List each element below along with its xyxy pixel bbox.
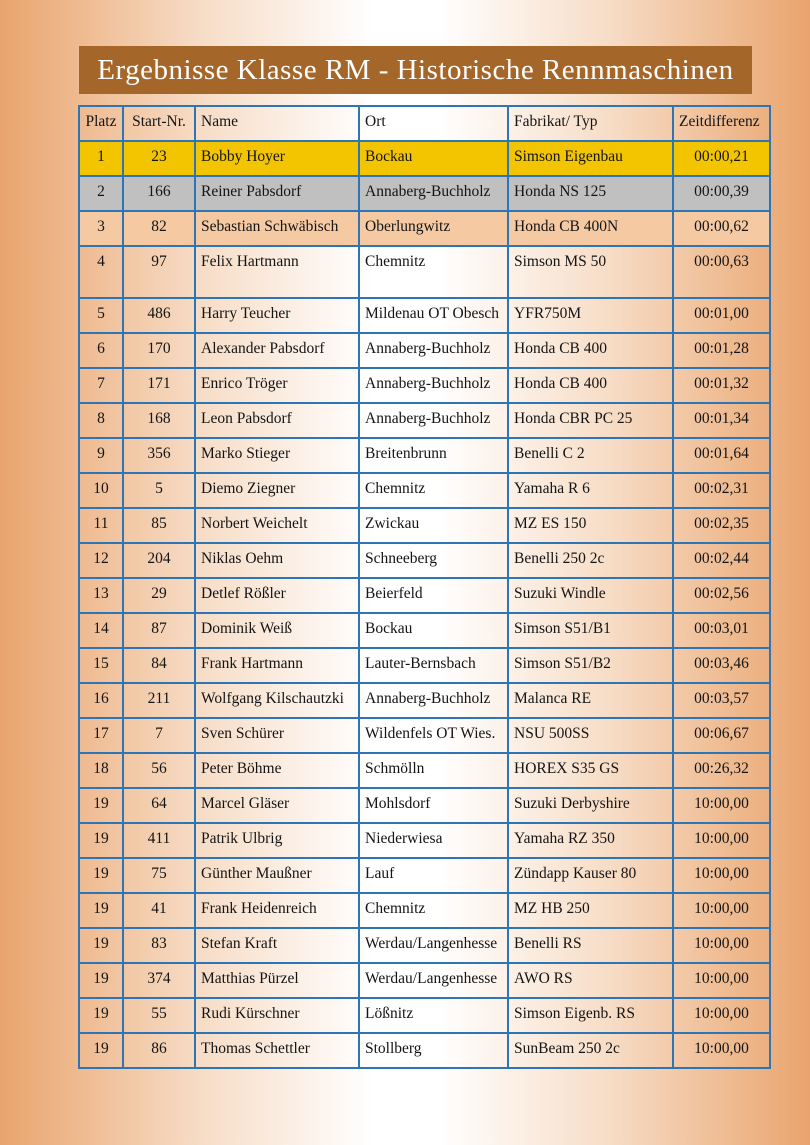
column-header-platz: Platz — [79, 106, 123, 141]
cell-platz: 11 — [79, 508, 123, 543]
cell-platz: 14 — [79, 613, 123, 648]
column-header-ort: Ort — [359, 106, 508, 141]
cell-platz: 17 — [79, 718, 123, 753]
cell-fabrikat: HOREX S35 GS — [508, 753, 673, 788]
cell-ort: Lößnitz — [359, 998, 508, 1033]
table-header-row — [79, 106, 770, 141]
cell-fabrikat: MZ ES 150 — [508, 508, 673, 543]
column-header-fabrikat-typ: Fabrikat/ Typ — [508, 106, 673, 141]
cell-ort: Bockau — [359, 613, 508, 648]
table-row — [79, 648, 770, 683]
cell-platz: 13 — [79, 578, 123, 613]
cell-platz: 5 — [79, 298, 123, 333]
cell-name: Sven Schürer — [195, 718, 359, 753]
table-row — [79, 858, 770, 893]
cell-nr: 411 — [123, 823, 195, 858]
table-row — [79, 788, 770, 823]
cell-platz: 19 — [79, 998, 123, 1033]
page-title: Ergebnisse Klasse RM - Historische Rennmaschinen — [97, 53, 734, 86]
cell-nr: 204 — [123, 543, 195, 578]
cell-nr: 5 — [123, 473, 195, 508]
cell-fabrikat: Benelli 250 2c — [508, 543, 673, 578]
cell-nr: 356 — [123, 438, 195, 473]
cell-nr: 166 — [123, 176, 195, 211]
cell-zeit: 10:00,00 — [673, 928, 770, 963]
cell-platz: 6 — [79, 333, 123, 368]
cell-fabrikat: Honda NS 125 — [508, 176, 673, 211]
cell-name: Marko Stieger — [195, 438, 359, 473]
cell-name: Reiner Pabsdorf — [195, 176, 359, 211]
cell-nr: 64 — [123, 788, 195, 823]
cell-name: Enrico Tröger — [195, 368, 359, 403]
cell-nr: 7 — [123, 718, 195, 753]
cell-name: Stefan Kraft — [195, 928, 359, 963]
cell-zeit: 00:00,39 — [673, 176, 770, 211]
cell-fabrikat: Simson Eigenbau — [508, 141, 673, 176]
cell-ort: Werdau/Langenhesse — [359, 963, 508, 998]
cell-fabrikat: SunBeam 250 2c — [508, 1033, 673, 1068]
cell-ort: Zwickau — [359, 508, 508, 543]
table-row — [79, 211, 770, 246]
cell-nr: 211 — [123, 683, 195, 718]
cell-zeit: 00:01,28 — [673, 333, 770, 368]
cell-name: Harry Teucher — [195, 298, 359, 333]
cell-fabrikat: Suzuki Derbyshire — [508, 788, 673, 823]
cell-name: Detlef Rößler — [195, 578, 359, 613]
cell-zeit: 00:01,64 — [673, 438, 770, 473]
table-row — [79, 1033, 770, 1068]
cell-ort: Beierfeld — [359, 578, 508, 613]
table-row — [79, 246, 770, 298]
cell-nr: 41 — [123, 893, 195, 928]
cell-zeit: 00:02,31 — [673, 473, 770, 508]
cell-fabrikat: Simson MS 50 — [508, 246, 673, 298]
cell-platz: 16 — [79, 683, 123, 718]
cell-nr: 29 — [123, 578, 195, 613]
cell-platz: 1 — [79, 141, 123, 176]
table-row — [79, 508, 770, 543]
cell-name: Diemo Ziegner — [195, 473, 359, 508]
cell-zeit: 00:03,57 — [673, 683, 770, 718]
cell-name: Thomas Schettler — [195, 1033, 359, 1068]
cell-platz: 2 — [79, 176, 123, 211]
cell-zeit: 00:03,01 — [673, 613, 770, 648]
table-row — [79, 438, 770, 473]
cell-ort: Stollberg — [359, 1033, 508, 1068]
table-row — [79, 141, 770, 176]
cell-zeit: 10:00,00 — [673, 858, 770, 893]
table-row — [79, 718, 770, 753]
cell-platz: 3 — [79, 211, 123, 246]
cell-fabrikat: NSU 500SS — [508, 718, 673, 753]
cell-zeit: 00:06,67 — [673, 718, 770, 753]
cell-zeit: 10:00,00 — [673, 1033, 770, 1068]
cell-platz: 12 — [79, 543, 123, 578]
cell-fabrikat: Zündapp Kauser 80 — [508, 858, 673, 893]
cell-name: Sebastian Schwäbisch — [195, 211, 359, 246]
cell-nr: 171 — [123, 368, 195, 403]
cell-ort: Mohlsdorf — [359, 788, 508, 823]
cell-platz: 10 — [79, 473, 123, 508]
cell-name: Felix Hartmann — [195, 246, 359, 298]
cell-nr: 82 — [123, 211, 195, 246]
table-row — [79, 823, 770, 858]
table-row — [79, 403, 770, 438]
table-row — [79, 298, 770, 333]
cell-name: Dominik Weiß — [195, 613, 359, 648]
cell-name: Peter Böhme — [195, 753, 359, 788]
cell-zeit: 10:00,00 — [673, 998, 770, 1033]
cell-fabrikat: Simson Eigenb. RS — [508, 998, 673, 1033]
cell-zeit: 00:03,46 — [673, 648, 770, 683]
cell-ort: Annaberg-Buchholz — [359, 683, 508, 718]
cell-ort: Chemnitz — [359, 246, 508, 298]
cell-platz: 19 — [79, 858, 123, 893]
cell-fabrikat: Honda CBR PC 25 — [508, 403, 673, 438]
results-tbody — [79, 141, 770, 1068]
cell-zeit: 00:00,62 — [673, 211, 770, 246]
cell-ort: Annaberg-Buchholz — [359, 176, 508, 211]
cell-nr: 85 — [123, 508, 195, 543]
cell-ort: Chemnitz — [359, 893, 508, 928]
cell-fabrikat: Benelli RS — [508, 928, 673, 963]
cell-ort: Lauf — [359, 858, 508, 893]
cell-name: Marcel Gläser — [195, 788, 359, 823]
cell-name: Patrik Ulbrig — [195, 823, 359, 858]
cell-ort: Bockau — [359, 141, 508, 176]
table-row — [79, 928, 770, 963]
cell-nr: 374 — [123, 963, 195, 998]
cell-fabrikat: Simson S51/B1 — [508, 613, 673, 648]
cell-platz: 18 — [79, 753, 123, 788]
cell-nr: 23 — [123, 141, 195, 176]
title-bar — [79, 46, 752, 94]
cell-ort: Werdau/Langenhesse — [359, 928, 508, 963]
cell-platz: 19 — [79, 823, 123, 858]
cell-name: Frank Hartmann — [195, 648, 359, 683]
table-row — [79, 893, 770, 928]
cell-fabrikat: AWO RS — [508, 963, 673, 998]
column-header-zeitdifferenz: Zeitdifferenz — [673, 106, 770, 141]
cell-zeit: 10:00,00 — [673, 963, 770, 998]
cell-platz: 4 — [79, 246, 123, 298]
cell-name: Rudi Kürschner — [195, 998, 359, 1033]
cell-nr: 55 — [123, 998, 195, 1033]
cell-platz: 19 — [79, 1033, 123, 1068]
cell-ort: Mildenau OT Obesch — [359, 298, 508, 333]
cell-fabrikat: Yamaha RZ 350 — [508, 823, 673, 858]
cell-name: Matthias Pürzel — [195, 963, 359, 998]
table-row — [79, 473, 770, 508]
cell-ort: Oberlungwitz — [359, 211, 508, 246]
cell-name: Niklas Oehm — [195, 543, 359, 578]
table-row — [79, 613, 770, 648]
cell-zeit: 00:02,44 — [673, 543, 770, 578]
cell-nr: 486 — [123, 298, 195, 333]
table-row — [79, 333, 770, 368]
cell-name: Norbert Weichelt — [195, 508, 359, 543]
cell-zeit: 00:02,56 — [673, 578, 770, 613]
cell-platz: 7 — [79, 368, 123, 403]
cell-platz: 9 — [79, 438, 123, 473]
cell-ort: Wildenfels OT Wies. — [359, 718, 508, 753]
cell-zeit: 00:01,00 — [673, 298, 770, 333]
cell-zeit: 00:02,35 — [673, 508, 770, 543]
cell-ort: Breitenbrunn — [359, 438, 508, 473]
cell-fabrikat: Benelli C 2 — [508, 438, 673, 473]
cell-fabrikat: Malanca RE — [508, 683, 673, 718]
cell-nr: 168 — [123, 403, 195, 438]
cell-ort: Schmölln — [359, 753, 508, 788]
table-row — [79, 963, 770, 998]
cell-nr: 83 — [123, 928, 195, 963]
cell-zeit: 00:26,32 — [673, 753, 770, 788]
cell-zeit: 00:00,63 — [673, 246, 770, 298]
cell-name: Frank Heidenreich — [195, 893, 359, 928]
cell-ort: Schneeberg — [359, 543, 508, 578]
column-header-start-nr: Start-Nr. — [123, 106, 195, 141]
table-row — [79, 683, 770, 718]
cell-name: Alexander Pabsdorf — [195, 333, 359, 368]
column-header-name: Name — [195, 106, 359, 141]
cell-platz: 15 — [79, 648, 123, 683]
cell-fabrikat: Honda CB 400 — [508, 368, 673, 403]
cell-platz: 19 — [79, 963, 123, 998]
cell-ort: Niederwiesa — [359, 823, 508, 858]
cell-fabrikat: Simson S51/B2 — [508, 648, 673, 683]
cell-fabrikat: Honda CB 400N — [508, 211, 673, 246]
table-row — [79, 753, 770, 788]
cell-nr: 75 — [123, 858, 195, 893]
cell-platz: 8 — [79, 403, 123, 438]
results-table — [78, 105, 771, 1069]
cell-fabrikat: Honda CB 400 — [508, 333, 673, 368]
cell-fabrikat: Suzuki Windle — [508, 578, 673, 613]
cell-name: Leon Pabsdorf — [195, 403, 359, 438]
cell-name: Wolfgang Kilschautzki — [195, 683, 359, 718]
cell-zeit: 00:01,32 — [673, 368, 770, 403]
cell-ort: Annaberg-Buchholz — [359, 368, 508, 403]
cell-nr: 84 — [123, 648, 195, 683]
cell-zeit: 10:00,00 — [673, 893, 770, 928]
table-row — [79, 368, 770, 403]
cell-ort: Lauter-Bernsbach — [359, 648, 508, 683]
cell-name: Günther Maußner — [195, 858, 359, 893]
cell-platz: 19 — [79, 788, 123, 823]
cell-platz: 19 — [79, 928, 123, 963]
cell-zeit: 00:01,34 — [673, 403, 770, 438]
cell-nr: 97 — [123, 246, 195, 298]
cell-nr: 170 — [123, 333, 195, 368]
table-row — [79, 998, 770, 1033]
cell-nr: 86 — [123, 1033, 195, 1068]
cell-fabrikat: YFR750M — [508, 298, 673, 333]
table-row — [79, 176, 770, 211]
table-row — [79, 578, 770, 613]
cell-platz: 19 — [79, 893, 123, 928]
cell-fabrikat: Yamaha R 6 — [508, 473, 673, 508]
cell-zeit: 10:00,00 — [673, 788, 770, 823]
cell-ort: Annaberg-Buchholz — [359, 403, 508, 438]
cell-fabrikat: MZ HB 250 — [508, 893, 673, 928]
cell-zeit: 00:00,21 — [673, 141, 770, 176]
cell-nr: 87 — [123, 613, 195, 648]
table-row — [79, 543, 770, 578]
cell-ort: Annaberg-Buchholz — [359, 333, 508, 368]
cell-name: Bobby Hoyer — [195, 141, 359, 176]
cell-zeit: 10:00,00 — [673, 823, 770, 858]
cell-ort: Chemnitz — [359, 473, 508, 508]
cell-nr: 56 — [123, 753, 195, 788]
